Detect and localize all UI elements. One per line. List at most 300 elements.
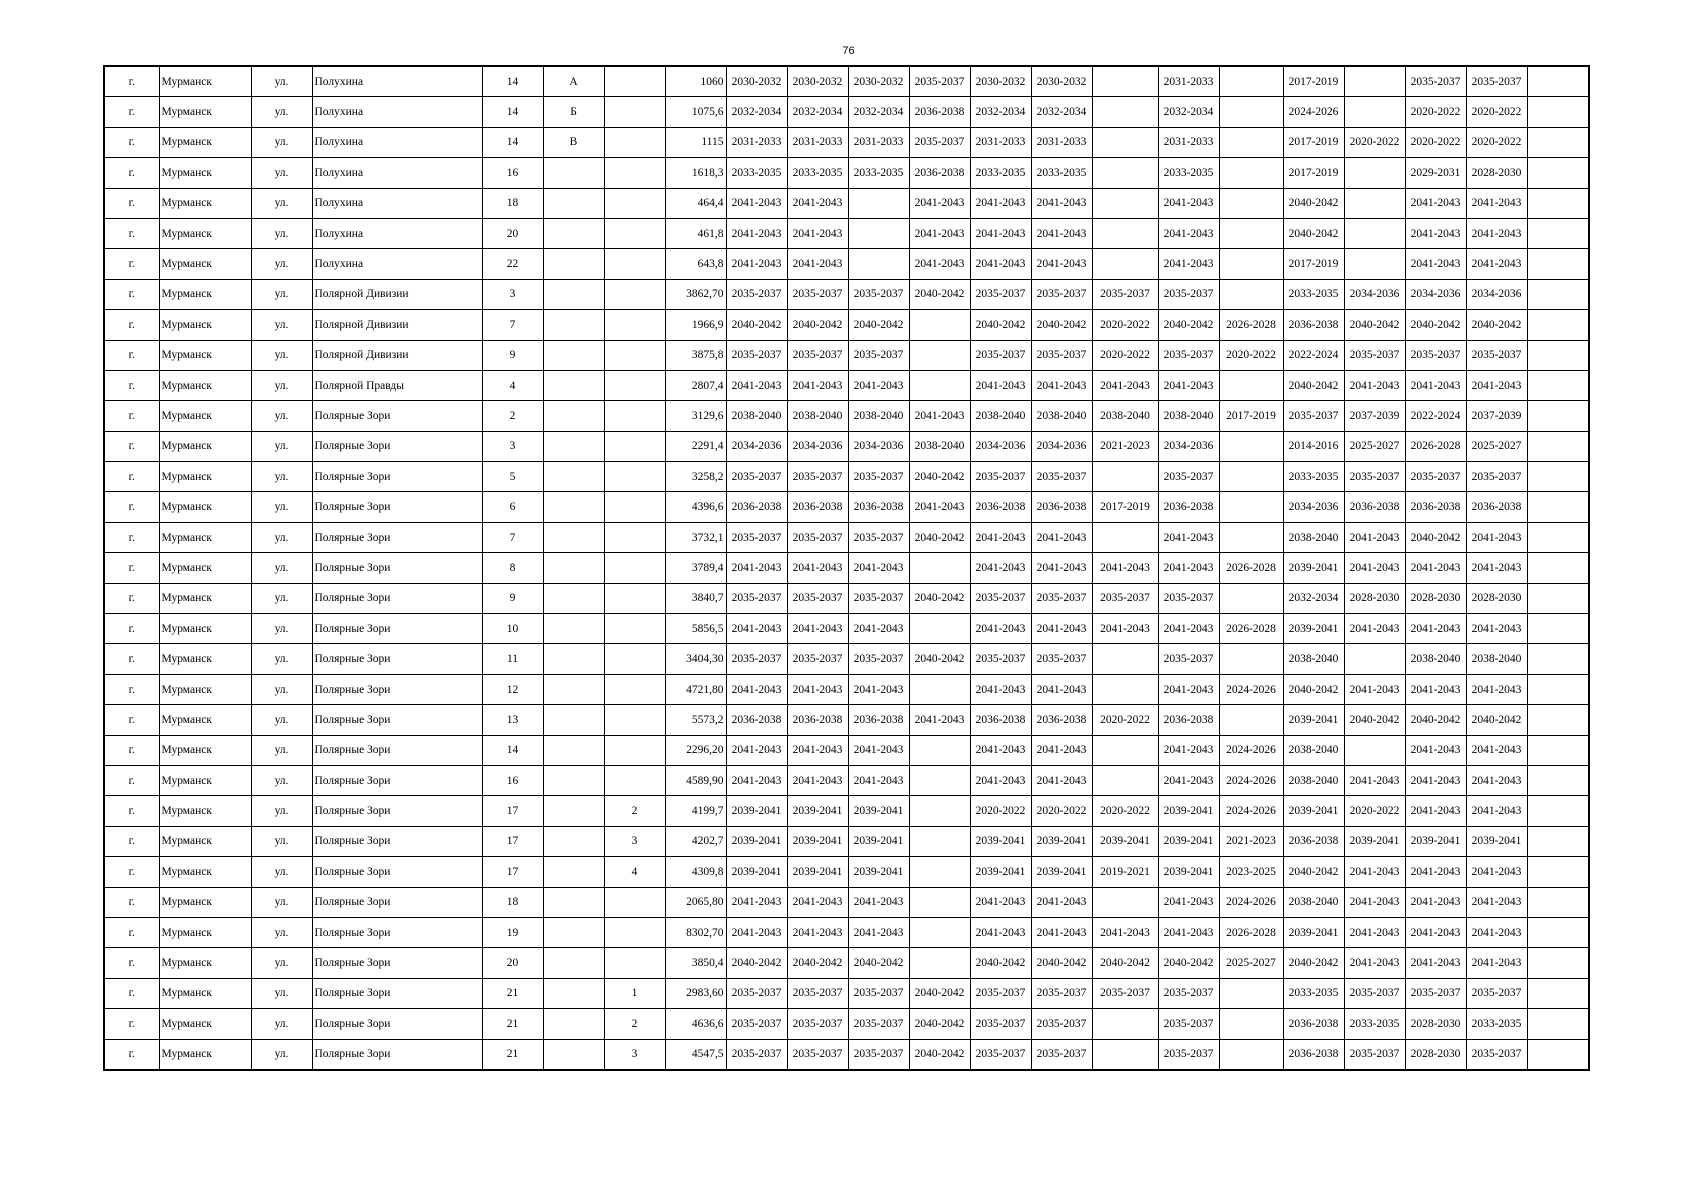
- extra-cell: [1527, 644, 1589, 674]
- street-name-cell: Полухина: [312, 218, 482, 248]
- table-row: [104, 188, 1589, 218]
- extra-cell: [1527, 978, 1589, 1008]
- period-cell: 2030-2032: [726, 66, 787, 97]
- period-cell: 2040-2042: [1283, 948, 1344, 978]
- street-type-cell: ул.: [251, 705, 312, 735]
- house-number-cell: 10: [482, 614, 543, 644]
- period-cell: 2041-2043: [1405, 887, 1466, 917]
- letter-cell: [543, 158, 604, 188]
- period-cell: 2041-2043: [726, 553, 787, 583]
- period-cell: 2036-2038: [909, 97, 970, 127]
- period-cell: 2041-2043: [1405, 857, 1466, 887]
- period-cell: 2038-2040: [1283, 735, 1344, 765]
- period-cell: 2041-2043: [1466, 370, 1527, 400]
- period-cell: 2041-2043: [970, 735, 1031, 765]
- period-cell: 2041-2043: [787, 370, 848, 400]
- period-cell: 2035-2037: [1092, 978, 1158, 1008]
- period-cell: 2041-2043: [1344, 674, 1405, 704]
- period-cell: 2024-2026: [1219, 735, 1283, 765]
- street-name-cell: Полухина: [312, 127, 482, 157]
- building-cell: [604, 948, 665, 978]
- period-cell: 2026-2028: [1405, 431, 1466, 461]
- period-cell: 2041-2043: [909, 218, 970, 248]
- street-name-cell: Полярной Дивизии: [312, 340, 482, 370]
- period-cell: 2040-2042: [726, 310, 787, 340]
- letter-cell: [543, 674, 604, 704]
- letter-cell: [543, 401, 604, 431]
- period-cell: 2036-2038: [1344, 492, 1405, 522]
- street-type-cell: ул.: [251, 431, 312, 461]
- period-cell: 2039-2041: [1283, 705, 1344, 735]
- building-cell: [604, 553, 665, 583]
- table-row: [104, 218, 1589, 248]
- area-cell: 1075,6: [665, 97, 726, 127]
- settlement-type-cell: г.: [104, 401, 159, 431]
- period-cell: 2035-2037: [848, 978, 909, 1008]
- house-number-cell: 21: [482, 1009, 543, 1039]
- period-cell: 2033-2035: [1466, 1009, 1527, 1039]
- period-cell: 2039-2041: [726, 796, 787, 826]
- period-cell: 2040-2042: [1031, 310, 1092, 340]
- area-cell: 4396,6: [665, 492, 726, 522]
- period-cell: 2035-2037: [726, 1009, 787, 1039]
- table-row: [104, 462, 1589, 492]
- period-cell: 2039-2041: [970, 826, 1031, 856]
- period-cell: 2041-2043: [1344, 522, 1405, 552]
- period-cell: 2040-2042: [909, 1039, 970, 1070]
- period-cell: 2035-2037: [1405, 340, 1466, 370]
- period-cell: [1344, 644, 1405, 674]
- period-cell: [1219, 188, 1283, 218]
- street-name-cell: Полярные Зори: [312, 674, 482, 704]
- period-cell: 2041-2043: [848, 370, 909, 400]
- area-cell: 2296,20: [665, 735, 726, 765]
- period-cell: 2035-2037: [726, 978, 787, 1008]
- house-number-cell: 9: [482, 340, 543, 370]
- table-row: [104, 826, 1589, 856]
- period-cell: 2026-2028: [1219, 917, 1283, 947]
- extra-cell: [1527, 279, 1589, 309]
- period-cell: 2026-2028: [1219, 310, 1283, 340]
- period-cell: 2041-2043: [1031, 614, 1092, 644]
- table-row: [104, 158, 1589, 188]
- house-number-cell: 14: [482, 127, 543, 157]
- period-cell: [1344, 249, 1405, 279]
- extra-cell: [1527, 1009, 1589, 1039]
- table-row: [104, 97, 1589, 127]
- table-row: [104, 705, 1589, 735]
- table-row: [104, 492, 1589, 522]
- building-cell: 2: [604, 796, 665, 826]
- building-cell: [604, 583, 665, 613]
- period-cell: 2041-2043: [848, 614, 909, 644]
- period-cell: [1092, 218, 1158, 248]
- period-cell: 2024-2026: [1219, 765, 1283, 795]
- city-cell: Мурманск: [159, 735, 251, 765]
- house-number-cell: 11: [482, 644, 543, 674]
- house-number-cell: 16: [482, 765, 543, 795]
- settlement-type-cell: г.: [104, 97, 159, 127]
- extra-cell: [1527, 796, 1589, 826]
- period-cell: 2020-2022: [1405, 127, 1466, 157]
- settlement-type-cell: г.: [104, 917, 159, 947]
- period-cell: 2038-2040: [1031, 401, 1092, 431]
- area-cell: 5856,5: [665, 614, 726, 644]
- period-cell: [1092, 462, 1158, 492]
- period-cell: 2024-2026: [1219, 887, 1283, 917]
- period-cell: 2041-2043: [1092, 553, 1158, 583]
- period-cell: 2036-2038: [970, 705, 1031, 735]
- period-cell: [1092, 735, 1158, 765]
- extra-cell: [1527, 857, 1589, 887]
- period-cell: 2035-2037: [970, 1039, 1031, 1070]
- period-cell: 2035-2037: [909, 127, 970, 157]
- period-cell: 2036-2038: [1158, 492, 1219, 522]
- letter-cell: [543, 462, 604, 492]
- area-cell: 4547,5: [665, 1039, 726, 1070]
- street-type-cell: ул.: [251, 401, 312, 431]
- period-cell: [1092, 765, 1158, 795]
- area-cell: 3258,2: [665, 462, 726, 492]
- period-cell: 2035-2037: [848, 279, 909, 309]
- period-cell: 2041-2043: [1344, 857, 1405, 887]
- period-cell: 2041-2043: [1405, 614, 1466, 644]
- period-cell: [1219, 1009, 1283, 1039]
- area-cell: 2065,80: [665, 887, 726, 917]
- settlement-type-cell: г.: [104, 1009, 159, 1039]
- extra-cell: [1527, 310, 1589, 340]
- house-number-cell: 3: [482, 279, 543, 309]
- period-cell: 2041-2043: [909, 705, 970, 735]
- period-cell: 2040-2042: [1283, 188, 1344, 218]
- period-cell: [848, 249, 909, 279]
- period-cell: 2035-2037: [1031, 1039, 1092, 1070]
- street-type-cell: ул.: [251, 340, 312, 370]
- period-cell: [909, 370, 970, 400]
- street-name-cell: Полярные Зори: [312, 917, 482, 947]
- table-row: [104, 279, 1589, 309]
- period-cell: 2041-2043: [1344, 614, 1405, 644]
- letter-cell: [543, 826, 604, 856]
- street-type-cell: ул.: [251, 310, 312, 340]
- period-cell: 2034-2036: [1344, 279, 1405, 309]
- period-cell: 2041-2043: [1405, 188, 1466, 218]
- period-cell: [909, 340, 970, 370]
- period-cell: [1344, 66, 1405, 97]
- period-cell: [1219, 279, 1283, 309]
- street-name-cell: Полухина: [312, 66, 482, 97]
- period-cell: 2017-2019: [1219, 401, 1283, 431]
- period-cell: 2036-2038: [726, 492, 787, 522]
- letter-cell: [543, 431, 604, 461]
- period-cell: [1092, 158, 1158, 188]
- city-cell: Мурманск: [159, 218, 251, 248]
- period-cell: 2039-2041: [1158, 857, 1219, 887]
- period-cell: 2031-2033: [970, 127, 1031, 157]
- period-cell: 2040-2042: [1031, 948, 1092, 978]
- period-cell: [909, 796, 970, 826]
- period-cell: 2037-2039: [1344, 401, 1405, 431]
- period-cell: 2041-2043: [970, 249, 1031, 279]
- period-cell: 2041-2043: [1158, 188, 1219, 218]
- area-cell: 3875,8: [665, 340, 726, 370]
- area-cell: 464,4: [665, 188, 726, 218]
- period-cell: 2038-2040: [1466, 644, 1527, 674]
- extra-cell: [1527, 127, 1589, 157]
- street-type-cell: ул.: [251, 826, 312, 856]
- area-cell: 3732,1: [665, 522, 726, 552]
- period-cell: 2041-2043: [1092, 917, 1158, 947]
- period-cell: 2030-2032: [1031, 66, 1092, 97]
- area-cell: 1966,9: [665, 310, 726, 340]
- period-cell: 2039-2041: [787, 826, 848, 856]
- period-cell: 2039-2041: [1158, 796, 1219, 826]
- city-cell: Мурманск: [159, 917, 251, 947]
- street-type-cell: ул.: [251, 857, 312, 887]
- period-cell: 2035-2037: [1344, 462, 1405, 492]
- period-cell: 2014-2016: [1283, 431, 1344, 461]
- period-cell: 2019-2021: [1092, 857, 1158, 887]
- period-cell: 2041-2043: [1405, 735, 1466, 765]
- period-cell: 2036-2038: [1405, 492, 1466, 522]
- period-cell: 2041-2043: [726, 249, 787, 279]
- house-number-cell: 4: [482, 370, 543, 400]
- period-cell: 2041-2043: [1466, 735, 1527, 765]
- house-number-cell: 14: [482, 66, 543, 97]
- street-type-cell: ул.: [251, 249, 312, 279]
- letter-cell: [543, 917, 604, 947]
- city-cell: Мурманск: [159, 826, 251, 856]
- period-cell: 2041-2043: [970, 218, 1031, 248]
- period-cell: 2041-2043: [1405, 796, 1466, 826]
- period-cell: 2039-2041: [1405, 826, 1466, 856]
- period-cell: 2035-2037: [1158, 978, 1219, 1008]
- settlement-type-cell: г.: [104, 218, 159, 248]
- area-cell: 2807,4: [665, 370, 726, 400]
- house-number-cell: 20: [482, 218, 543, 248]
- table-row: [104, 127, 1589, 157]
- period-cell: [848, 218, 909, 248]
- period-cell: 2032-2034: [1283, 583, 1344, 613]
- extra-cell: [1527, 431, 1589, 461]
- period-cell: [1219, 978, 1283, 1008]
- period-cell: 2039-2041: [970, 857, 1031, 887]
- table-row: [104, 340, 1589, 370]
- period-cell: 2035-2037: [848, 340, 909, 370]
- settlement-type-cell: г.: [104, 249, 159, 279]
- period-cell: 2035-2037: [970, 978, 1031, 1008]
- period-cell: 2034-2036: [1283, 492, 1344, 522]
- period-cell: 2041-2043: [970, 370, 1031, 400]
- period-cell: 2041-2043: [1405, 218, 1466, 248]
- period-cell: 2035-2037: [1466, 66, 1527, 97]
- period-cell: 2039-2041: [1283, 917, 1344, 947]
- settlement-type-cell: г.: [104, 492, 159, 522]
- area-cell: 3404,30: [665, 644, 726, 674]
- period-cell: 2035-2037: [848, 462, 909, 492]
- period-cell: [1219, 218, 1283, 248]
- letter-cell: В: [543, 127, 604, 157]
- period-cell: [1219, 644, 1283, 674]
- period-cell: 2041-2043: [1466, 917, 1527, 947]
- street-type-cell: ул.: [251, 887, 312, 917]
- period-cell: 2033-2035: [1031, 158, 1092, 188]
- extra-cell: [1527, 674, 1589, 704]
- city-cell: Мурманск: [159, 279, 251, 309]
- period-cell: 2040-2042: [848, 310, 909, 340]
- period-cell: 2041-2043: [787, 674, 848, 704]
- building-cell: [604, 735, 665, 765]
- period-cell: 2035-2037: [1405, 66, 1466, 97]
- letter-cell: [543, 310, 604, 340]
- period-cell: 2041-2043: [1466, 796, 1527, 826]
- period-cell: 2041-2043: [1405, 249, 1466, 279]
- period-cell: 2041-2043: [787, 188, 848, 218]
- letter-cell: [543, 279, 604, 309]
- period-cell: 2041-2043: [787, 218, 848, 248]
- period-cell: 2041-2043: [1158, 735, 1219, 765]
- city-cell: Мурманск: [159, 1039, 251, 1070]
- letter-cell: А: [543, 66, 604, 97]
- period-cell: 2036-2038: [1283, 826, 1344, 856]
- period-cell: 2031-2033: [1158, 127, 1219, 157]
- period-cell: 2040-2042: [1405, 310, 1466, 340]
- period-cell: 2041-2043: [1031, 218, 1092, 248]
- house-number-cell: 8: [482, 553, 543, 583]
- street-type-cell: ул.: [251, 644, 312, 674]
- period-cell: 2020-2022: [1092, 796, 1158, 826]
- period-cell: 2041-2043: [1344, 370, 1405, 400]
- house-number-cell: 7: [482, 310, 543, 340]
- period-cell: 2020-2022: [1219, 340, 1283, 370]
- extra-cell: [1527, 522, 1589, 552]
- period-cell: 2035-2037: [726, 644, 787, 674]
- period-cell: 2028-2030: [1344, 583, 1405, 613]
- extra-cell: [1527, 735, 1589, 765]
- period-cell: 2020-2022: [1466, 127, 1527, 157]
- street-type-cell: ул.: [251, 188, 312, 218]
- period-cell: 2041-2043: [1405, 765, 1466, 795]
- building-cell: [604, 492, 665, 522]
- period-cell: 2035-2037: [970, 340, 1031, 370]
- period-cell: 2035-2037: [1466, 340, 1527, 370]
- building-cell: [604, 765, 665, 795]
- period-cell: 2028-2030: [1405, 1039, 1466, 1070]
- period-cell: 2028-2030: [1466, 158, 1527, 188]
- building-cell: [604, 279, 665, 309]
- house-number-cell: 21: [482, 978, 543, 1008]
- building-cell: [604, 218, 665, 248]
- period-cell: 2041-2043: [726, 735, 787, 765]
- period-cell: 2033-2035: [1283, 462, 1344, 492]
- period-cell: 2035-2037: [970, 1009, 1031, 1039]
- house-number-cell: 9: [482, 583, 543, 613]
- city-cell: Мурманск: [159, 310, 251, 340]
- house-number-cell: 5: [482, 462, 543, 492]
- period-cell: 2020-2022: [1344, 127, 1405, 157]
- extra-cell: [1527, 370, 1589, 400]
- street-type-cell: ул.: [251, 218, 312, 248]
- settlement-type-cell: г.: [104, 978, 159, 1008]
- period-cell: 2040-2042: [1283, 218, 1344, 248]
- period-cell: [909, 614, 970, 644]
- area-cell: 3862,70: [665, 279, 726, 309]
- letter-cell: [543, 857, 604, 887]
- street-type-cell: ул.: [251, 492, 312, 522]
- building-cell: [604, 158, 665, 188]
- settlement-type-cell: г.: [104, 462, 159, 492]
- period-cell: 2036-2038: [1031, 492, 1092, 522]
- area-cell: 1060: [665, 66, 726, 97]
- settlement-type-cell: г.: [104, 158, 159, 188]
- period-cell: 2035-2037: [1283, 401, 1344, 431]
- period-cell: 2041-2043: [1158, 553, 1219, 583]
- street-name-cell: Полярные Зори: [312, 522, 482, 552]
- table-row: [104, 310, 1589, 340]
- period-cell: [1092, 249, 1158, 279]
- period-cell: 2039-2041: [1158, 826, 1219, 856]
- period-cell: 2040-2042: [1405, 705, 1466, 735]
- period-cell: 2035-2037: [1466, 978, 1527, 1008]
- period-cell: 2035-2037: [726, 522, 787, 552]
- period-cell: 2035-2037: [1158, 1009, 1219, 1039]
- extra-cell: [1527, 917, 1589, 947]
- period-cell: 2036-2038: [1031, 705, 1092, 735]
- period-cell: 2041-2043: [1092, 370, 1158, 400]
- period-cell: 2035-2037: [848, 583, 909, 613]
- period-cell: 2035-2037: [787, 462, 848, 492]
- period-cell: [909, 674, 970, 704]
- letter-cell: [543, 188, 604, 218]
- period-cell: [1092, 522, 1158, 552]
- period-cell: 2028-2030: [1405, 583, 1466, 613]
- period-cell: 2031-2033: [787, 127, 848, 157]
- period-cell: 2041-2043: [787, 887, 848, 917]
- period-cell: 2039-2041: [787, 796, 848, 826]
- period-cell: 2035-2037: [848, 522, 909, 552]
- housing-register-table: [103, 65, 1590, 1071]
- table-row: [104, 857, 1589, 887]
- period-cell: 2041-2043: [1466, 857, 1527, 887]
- period-cell: 2033-2035: [1344, 1009, 1405, 1039]
- period-cell: 2041-2043: [1031, 887, 1092, 917]
- period-cell: 2035-2037: [848, 644, 909, 674]
- area-cell: 1618,3: [665, 158, 726, 188]
- period-cell: 2041-2043: [909, 492, 970, 522]
- building-cell: [604, 887, 665, 917]
- city-cell: Мурманск: [159, 249, 251, 279]
- period-cell: 2039-2041: [1466, 826, 1527, 856]
- period-cell: 2031-2033: [1031, 127, 1092, 157]
- period-cell: 2038-2040: [970, 401, 1031, 431]
- settlement-type-cell: г.: [104, 553, 159, 583]
- street-name-cell: Полярные Зори: [312, 735, 482, 765]
- building-cell: [604, 310, 665, 340]
- building-cell: [604, 401, 665, 431]
- period-cell: 2035-2037: [848, 1039, 909, 1070]
- period-cell: 2039-2041: [1031, 857, 1092, 887]
- period-cell: [1219, 522, 1283, 552]
- table-row: [104, 978, 1589, 1008]
- period-cell: 2031-2033: [726, 127, 787, 157]
- building-cell: [604, 614, 665, 644]
- period-cell: 2032-2034: [1031, 97, 1092, 127]
- street-name-cell: Полухина: [312, 97, 482, 127]
- extra-cell: [1527, 462, 1589, 492]
- period-cell: [1344, 735, 1405, 765]
- period-cell: 2020-2022: [1344, 796, 1405, 826]
- street-type-cell: ул.: [251, 735, 312, 765]
